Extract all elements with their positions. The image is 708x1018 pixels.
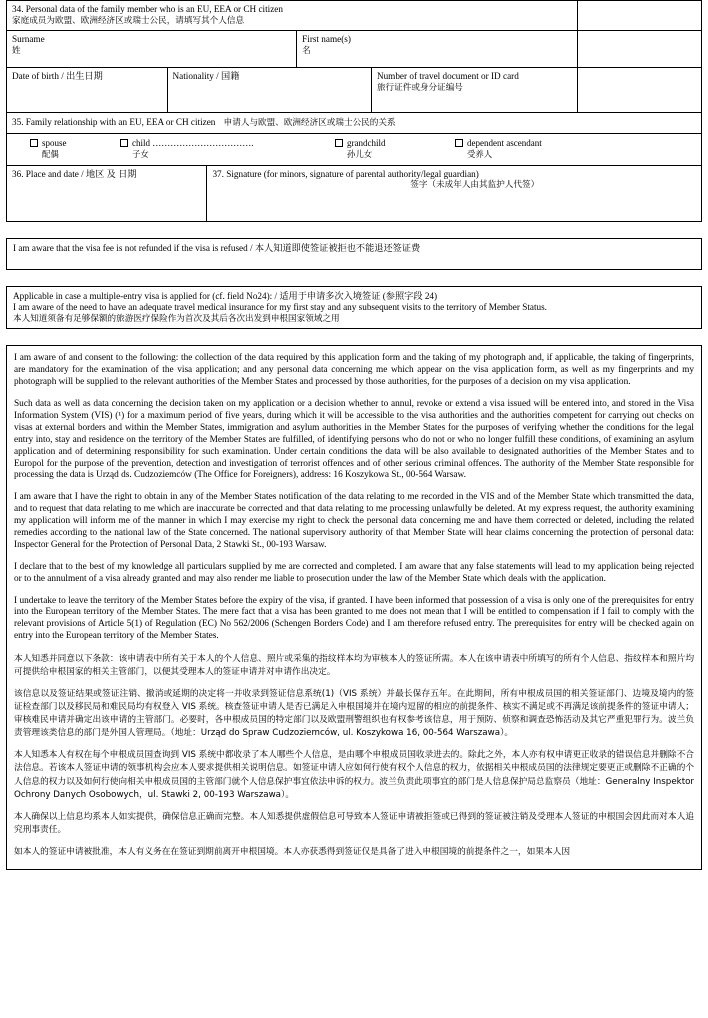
date-of-birth-label: Date of birth / 出生日期 — [12, 71, 103, 82]
section35-header-row — [7, 112, 701, 133]
firstname-label-cn: 名 — [302, 45, 311, 56]
identity-row-right-cell — [577, 68, 701, 112]
option-spouse-label-cn: 配偶 — [42, 149, 59, 160]
option-grandchild[interactable] — [335, 138, 445, 160]
section34-title-cn: 家庭成员为欧盟、欧洲经济区或瑞士公民，请填写其个人信息 — [12, 15, 245, 26]
consent-paragraph-zh-3: 本人知悉本人有权在每个申根成员国查询到 VIS 系统中都收录了本人哪些个人信息，是由哪个申根成员国收录进去的。除此之外，本人亦有权申请更正收录的错误信息并删除不合法信息。若该本人签证申请的领事机构会应本人要求提供相关说明信息。如签证申请人应如何行使有权个人信息的权力，依据相关申根成员国的法律规定要更正或删除不正确的个人信息的权力以及如何行使向相关申根成员国的主管部门就个人信息保护事宜依法申诉的权力。波兰负责此项事宜的部门是人信息保护局总监察员（地址：Generalny Inspektor Ochrony Danych Osobowych，ul. Stawki 2, 00-193 Warszawa）。 — [14, 750, 694, 800]
consent-text — [7, 346, 701, 868]
section34-title-cell — [7, 1, 577, 30]
insurance-notice-body — [7, 287, 701, 329]
option-child[interactable] — [120, 138, 325, 160]
nationality-label: Nationality / 国籍 — [172, 71, 240, 82]
consent-paragraph-3: I am aware that I have the right to obtain in any of the Member States notification of the data relating to me recorded in the VIS and of the Member State which transmitted the data, and to request that data relating to me which are inaccurate be corrected and that data relating to me processing unlawfully be deleted. At my express request, the authority examining my application will inform me of the manner in which I may exercise my right to check the personal data concerning me and have them corrected or deleted, including the related remedies according to the national law of the State concerned. The national supervisory authority of that Member State will hear claims concerning the protection of personal data: Inspector General for the Protection of Personal Data, 2 Stawki St., 00-193 Warsaw. — [14, 492, 694, 550]
name-row — [7, 30, 701, 67]
consent-paragraph-1: I am aware of and consent to the following: the collection of the data required by this application form and the taking of my photograph and, if applicable, the taking of fingerprints, are mandatory for the examination of the visa application; and any personal data concerning me which appear on the visa application form, as well as my fingerprints and my photograph will be supplied to the relevant authorities of the Member States and processed by those authorities, for the purposes of a decision on my visa application. — [14, 353, 694, 388]
section35-title-en: 35. Family relationship with an EU, EEA or CH citizen — [12, 117, 216, 128]
identity-row — [7, 67, 701, 112]
consent-paragraph-zh-2: 该信息以及签证结果或签证注销、撤消或延期的决定将一并收录到签证信息系统(1)（VIS 系统）并最长保存五年。在此期间，所有申根成员国的相关签证部门、边境及境内的签证检查部门以及移民局和难民局均有权登入 VIS 系统。核查签证申请人是否已满足入申根国境并在境内逗留的相应的前提条件、核实不满足或不再满足该前提条件的签证申请人；审核难民申请并确定出该申请的主管部门。必要时，各申根成员国的特定部门以及欧盟刑警组织也有权参考该信息，用于预防、侦察和调查恐怖活动及其它严重犯罪行为。波兰负责管理该类信息的部门是外国人管理局。（地址：Urząd do Spraw Cudzoziemców, ul. Koszykowa 16, 00-564 Warszawa）。 — [14, 689, 694, 739]
place-and-date-field[interactable] — [7, 166, 206, 221]
checkbox-dependent-ascendant-icon[interactable] — [455, 139, 463, 147]
consent-paragraph-4: I declare that to the best of my knowledge all particulars supplied by me are corrected and completed. I am aware that any false statements will lead to my application being rejected or to the annulment of a visa already granted and may also render me liable to prosecution under the law of the Member State which deals with the application. — [14, 561, 694, 584]
option-dependent-ascendant[interactable] — [455, 138, 542, 160]
option-grandchild-label-cn: 孙儿女 — [347, 149, 373, 160]
surname-label-cn: 姓 — [12, 45, 21, 56]
section35-title-cell — [7, 113, 701, 133]
visa-fee-notice — [6, 238, 702, 270]
consent-paragraph-zh-1: 本人知悉并同意以下条款：该申请表中所有关于本人的个人信息、照片或采集的指纹样本均为审核本人的签证所需。本人在该申请表中所填写的所有个人信息、指纹样本和照片均可提供给申根国家的相关主管部门，以便其受理本人的签证申请并对申请作出决定。 — [14, 654, 694, 678]
option-spouse[interactable] — [30, 138, 110, 160]
section34-header-row — [7, 1, 701, 30]
section34-photo-cell — [577, 1, 701, 30]
firstname-label-en: First name(s) — [302, 34, 351, 45]
option-child-dots: ……………………………. — [150, 137, 254, 148]
travel-document-label-cn: 旅行证件或身分证编号 — [376, 82, 463, 93]
option-dependent-ascendant-label-en: dependent ascendant — [467, 137, 542, 148]
insurance-notice-line1: Applicable in case a multiple-entry visa is applied for (cf. field No24): / 适用于申请多次入境签证 (参照字段 24) — [13, 290, 438, 301]
checkbox-grandchild-icon[interactable] — [335, 139, 343, 147]
signature-label-en: 37. Signature (for minors, signature of parental authority/legal guardian) — [212, 168, 479, 179]
checkbox-child-icon[interactable] — [120, 139, 128, 147]
option-dependent-ascendant-label-cn: 受养人 — [467, 149, 493, 160]
firstname-field[interactable] — [296, 31, 577, 67]
visa-fee-notice-text: I am aware that the visa fee is not refunded if the visa is refused / 本人知道即使签证被拒也不能退还签证费 — [13, 242, 421, 253]
section35-options-row — [7, 133, 701, 165]
option-child-label-cn: 子女 — [132, 149, 149, 160]
travel-document-label-en: Number of travel document or ID card — [376, 71, 519, 82]
insurance-notice — [6, 286, 702, 330]
travel-document-field[interactable] — [371, 68, 577, 112]
surname-label-en: Surname — [12, 34, 45, 45]
surname-field[interactable] — [7, 31, 296, 67]
signature-label-cn: 签字（未成年人由其监护人代签） — [410, 180, 540, 191]
section35-title-cn: 申请人与欧盟、欧洲经济区或瑞士公民的关系 — [223, 118, 396, 129]
insurance-notice-line3: 本人知道须备有足够保额的旅游医疗保险作为首次及其后各次出发到申根国家领域之用 — [13, 313, 340, 324]
consent-declaration-block — [6, 345, 702, 869]
place-and-date-label: 36. Place and date / 地区 及 日期 — [12, 168, 137, 179]
name-row-right-cell — [577, 31, 701, 67]
signature-row — [7, 165, 701, 221]
option-grandchild-label-en: grandchild — [347, 137, 386, 148]
family-relationship-options — [7, 134, 701, 165]
checkbox-spouse-icon[interactable] — [30, 139, 38, 147]
nationality-field[interactable] — [167, 68, 371, 112]
consent-paragraph-zh-4: 本人确保以上信息均系本人如实提供，确保信息正确而完整。本人知悉提供虚假信息可导致本人签证申请被拒签或已得到的签证被注销及受理本人签证的申根国会因此而对本人追究刑事责任。 — [14, 811, 694, 835]
family-member-section — [6, 0, 702, 222]
consent-paragraph-2: Such data as well as data concerning the decision taken on my application or a decision whether to annul, revoke or extend a visa issued will be entered into, and stored in the Visa Information System (VIS) (¹) for a maximum period of five years, during which it will be accessible to the visa authorities and the authorities competent for carrying out checks on visas at external borders and within the Member States, immigration and asylum authorities in the Member States for the purposes of verifying whether the conditions for the legal entry into, stay and residence on the territory of the Member States are fulfilled, of identifying persons who do not or who no longer fulfill these conditions, of examining an asylum application and of determining responsibility for such examination. Under certain conditions the data will be also available to designated authorities of the Member States and to Europol for the purpose of the prevention, detection and investigation of terrorist offences and of other serious criminal offences. The authority of the Member State responsible for processing the data is Urząd ds. Cudzoziemców (The Office for Foreigners), address: 16 Koszykowa St., 00-564 Warsaw. — [14, 399, 694, 481]
signature-field[interactable] — [206, 166, 701, 221]
consent-paragraph-zh-5: 如本人的签证申请被批准，本人有义务在在签证到期前离开申根国境。本人亦获悉得到签证仅是具备了进入申根国境的前提条件之一，如果本人因 — [14, 846, 570, 857]
date-of-birth-field[interactable] — [7, 68, 167, 112]
option-spouse-label-en: spouse — [42, 137, 67, 148]
insurance-notice-line2: I am aware of the need to have an adequate travel medical insurance for my first stay and any subsequent visits to the territory of Member Status. — [13, 302, 547, 313]
consent-paragraph-5: I undertake to leave the territory of the Member States before the expiry of the visa, if granted. I have been informed that possession of a visa is only one of the prerequisites for entry into the European territory of the Member States. The mere fact that a visa has been granted to me does not mean that I will be entitled to compensation if I fail to comply with the relevant provisions of Article 5(1) of Regulation (EC) No 562/2006 (Schengen Borders Code) and I am therefore refused entry. The prerequisites for entry will be checked again on entry into the European territory of the Member States. — [14, 595, 694, 642]
section34-title-en: 34. Personal data of the family member who is an EU, EEA or CH citizen — [12, 4, 283, 14]
option-child-label-en: child ……………………………. — [132, 137, 254, 148]
